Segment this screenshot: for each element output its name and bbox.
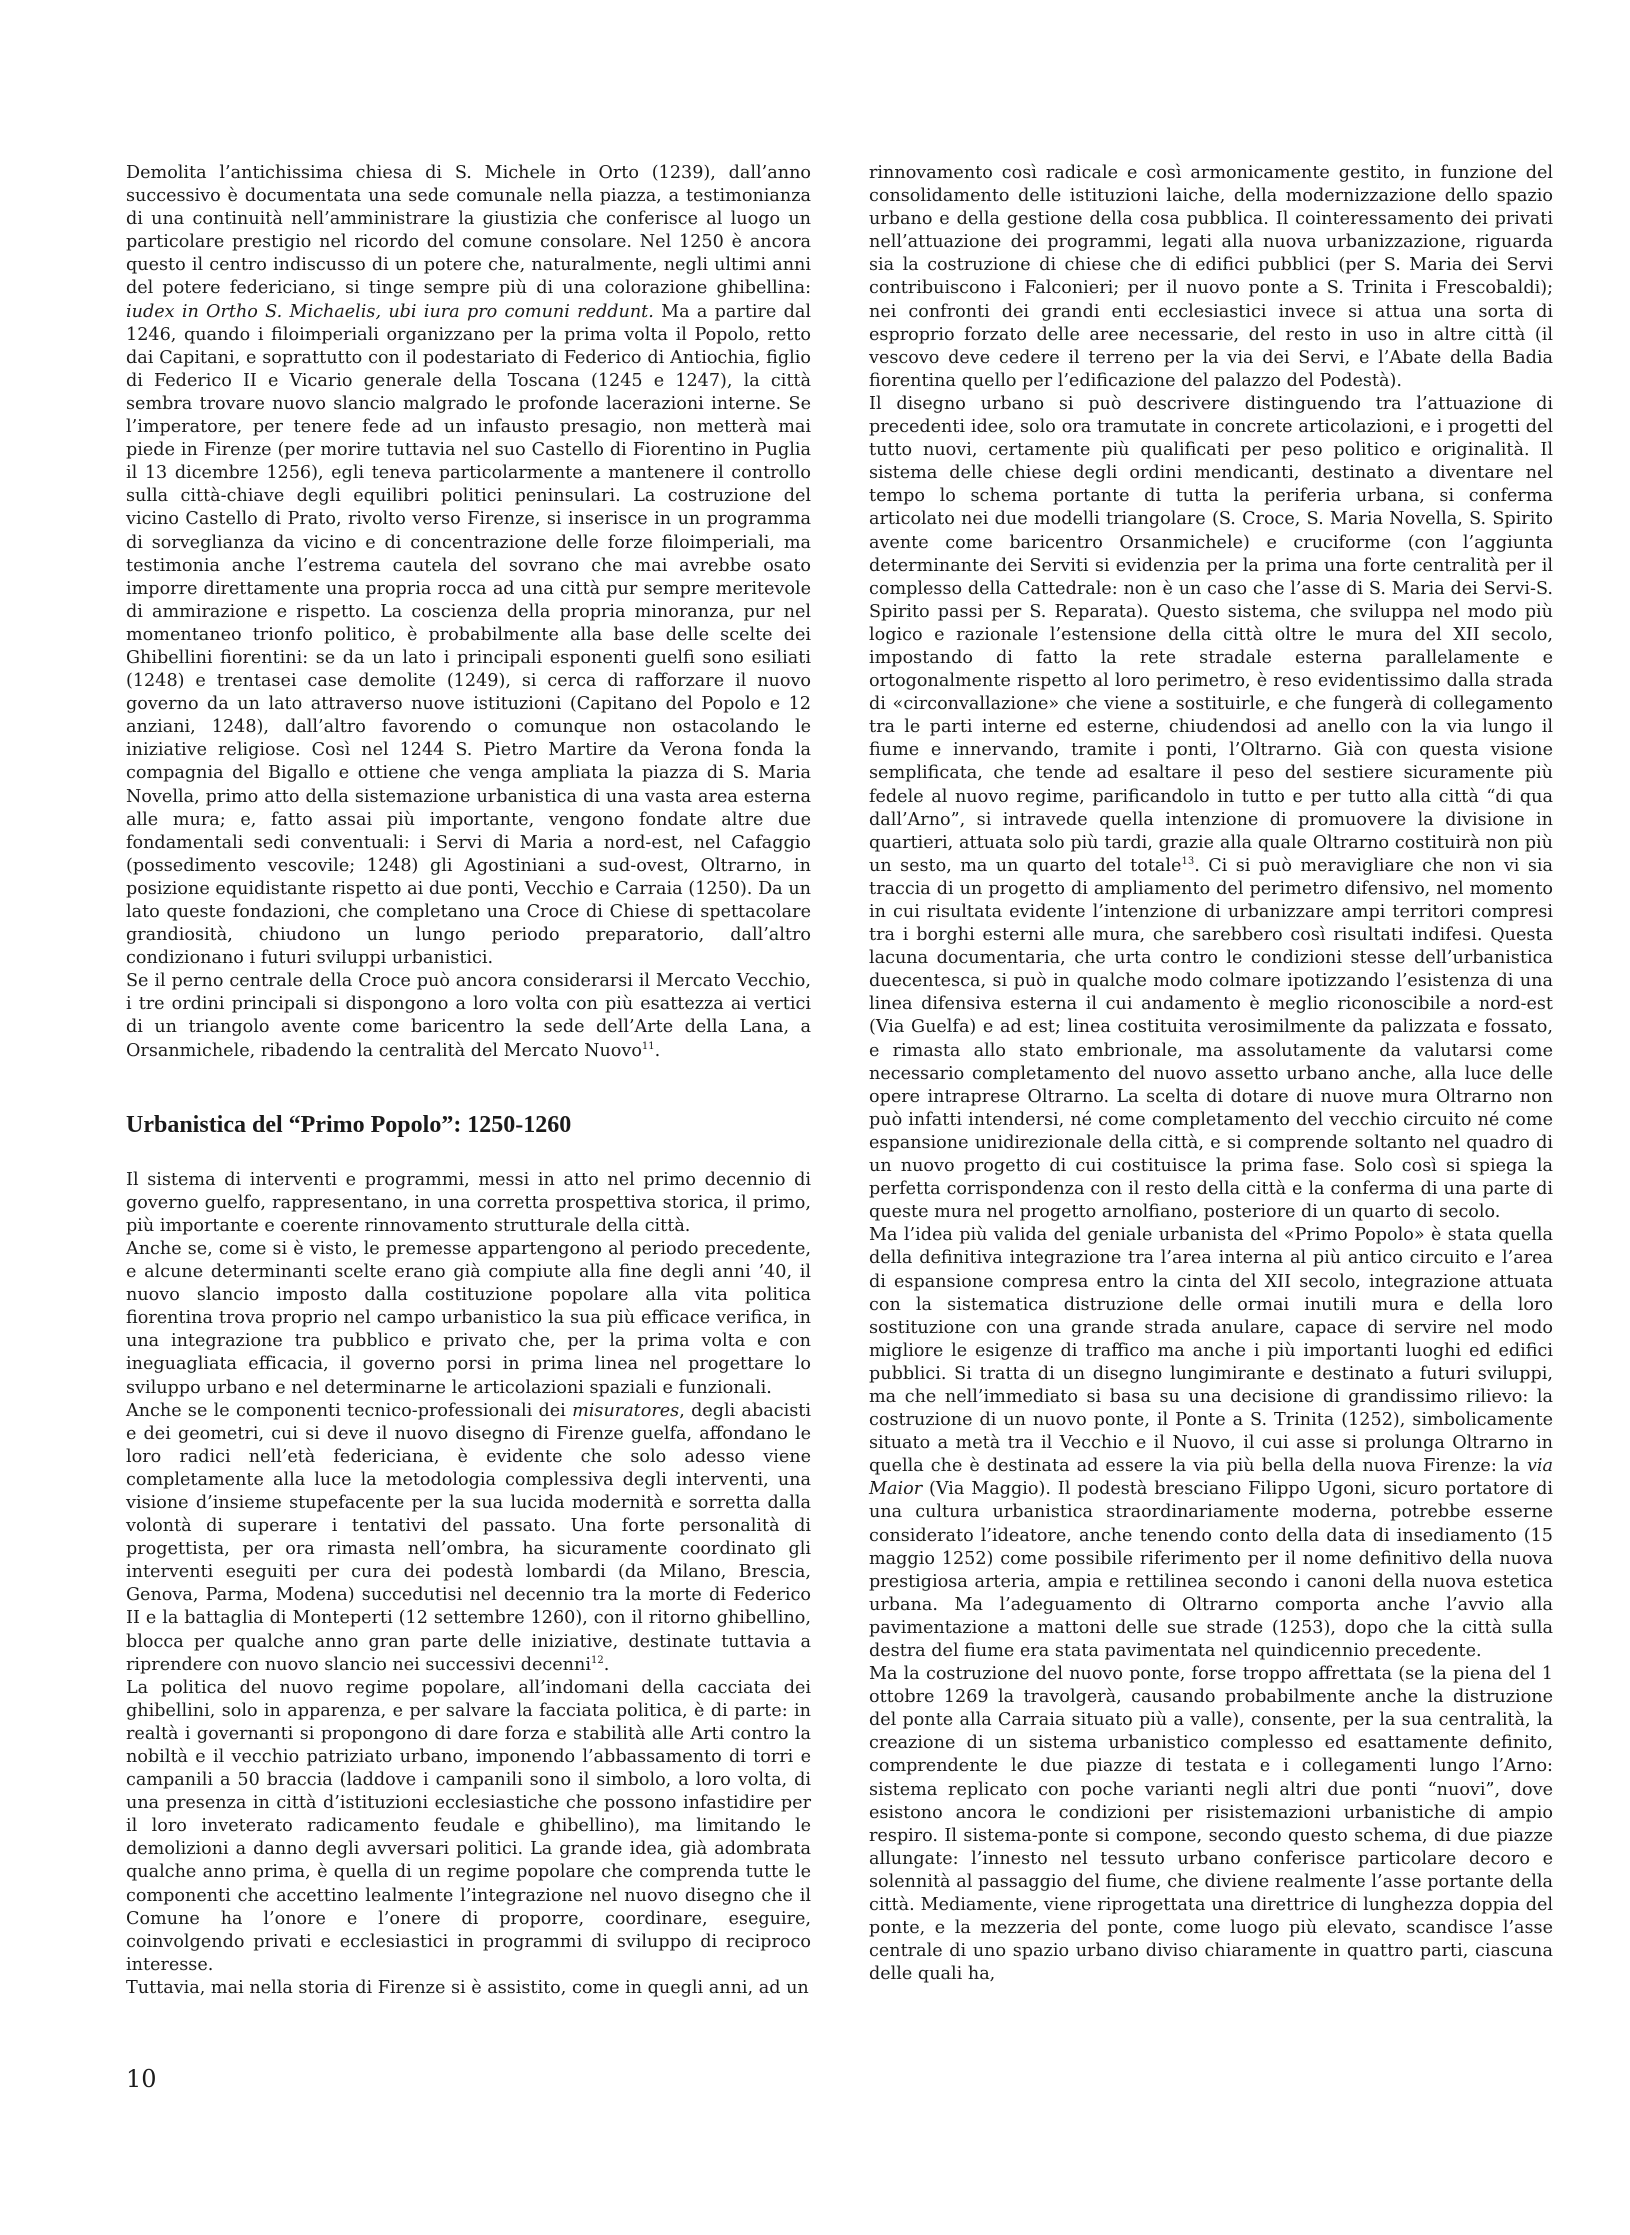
left-paragraph-2: Se il perno centrale della Croce può ancora considerarsi il Mercato Vecchio, i tre ordini principali si dispongono a loro volta con più esattezza ai vertici di un triangolo avente come baricentro la sede dell’Arte della Lana, a Orsanmichele, ribadendo la centralità del Mercato Nuovo$^{11}$. [126,971,811,1061]
left-column [126,162,811,2000]
footnote-ref-13: 13 [1181,855,1195,867]
right-paragraph-3: Ma l’idea più valida del geniale urbanista del «Primo Popolo» è stata quella della definitiva integrazione tra l’area interna al più antico circuito e l’area di espansione compresa entro la cinta del XII secolo, integrazione attuata con la sistematica distruzione delle ormai inutili mura e della loro sostituzione con una grande strada anulare, capace di servire nel modo migliore le esigenze di traffico ma anche i più importanti luoghi ed edifici pubblici. Si tratta di un disegno lungimirante e destinato a futuri sviluppi, ma che nell’immediato si basa su una decisione di grandissimo rilievo: la costruzione di un nuovo ponte, il Ponte a S. Trinita (1252), simbolicamente situato a metà tra il Vecchio e il Nuovo, il cui asse si prolunga Oltrarno in quella che è destinata ad essere la via più bella della nuova Firenze: la via Maior (Via Maggio). Il podestà bresciano Filippo Ugoni, sicuro portatore di una cultura urbanistica straordinariamente moderna, potrebbe esserne considerato l’ideatore, anche tenendo conto della data di insediamento (15 maggio 1252) come possibile riferimento per il nome definitivo della nuova prestigiosa arteria, ampia e rettilinea secondo i canoni della nuova estetica urbana. Ma l’adeguamento di Oltrarno comporta anche l’avvio alla pavimentazione a mattoni delle sue strade (1253), dopo che la città sulla destra del fiume era stata pavimentata nel quindicennio precedente. [869,1225,1553,1661]
right-paragraph-1: rinnovamento così radicale e così armonicamente gestito, in funzione del consolidamento delle istituzioni laiche, della modernizzazione dello spazio urbano e della gestione della cosa pubblica. Il cointeressamento dei privati nell’attuazione dei programmi, legati alla nuova urbanizzazione, riguarda sia la costruzione di chiese che di edifici pubblici (per S. Maria dei Servi contribuiscono i Falconieri; per il nuovo ponte a S. Trinita i Frescobaldi); nei confronti dei grandi enti ecclesiastici invece si attua una sorta di esproprio forzato delle aree necessarie, del resto in uso in altre città (il vescovo deve cedere il terreno per la via dei Servi, e l’Abate della Badia fiorentina quello per l’edificazione del palazzo del Podestà). [869,163,1553,391]
right-paragraph-4: Ma la costruzione del nuovo ponte, forse troppo affrettata (se la piena del 1 ottobre 1269 la travolgerà, causando probabilmente anche la distruzione del ponte alla Carraia situato più a valle), consente, per la sua centralità, la creazione di un sistema urbanistico complesso ed esattamente definito, comprendente le due piazze di testata e i collegamenti lungo l’Arno: sistema replicato con poche varianti negli altri due ponti “nuovi”, dove esistono ancora le condizioni per risistemazioni urbanistiche di ampio respiro. Il sistema-ponte si compone, secondo questo schema, di due piazze allungate: l’innesto nel tessuto urbano conferisce particolare decoro e solennità al passaggio del fiume, che diviene realmente l’asse portante della città. Mediamente, viene riprogettata una direttrice di lunghezza doppia del ponte, e la mezzeria del ponte, come luogo più elevato, scandisce l’asse centrale di uno spazio urbano diviso chiaramente in quattro parti, ciascuna delle quali ha, [869,1664,1553,1985]
italic-term: via Maior [869,1456,1553,1500]
section-heading: Urbanistica del “Primo Popolo”: 1250-1260 [126,1111,572,1138]
right-paragraph-2: Il disegno urbano si può descrivere distinguendo tra l’attuazione di precedenti idee, solo ora tramutate in concrete articolazioni, e i progetti del tutto nuovi, certamente più qualificati per peso politico e originalità. Il sistema delle chiese degli ordini mendicanti, destinato a diventare nel tempo lo schema portante di tutta la periferia urbana, si conferma articolato nei due modelli triangolare (S. Croce, S. Maria Novella, S. Spirito avente come baricentro Orsanmichele) e cruciforme (con l’aggiunta determinante dei Serviti si evidenzia per la prima una forte centralità per il complesso della Cattedrale: non è un caso che l’asse di S. Maria dei Servi-S. Spirito passi per S. Reparata). Questo sistema, che sviluppa nel modo più logico e razionale l’estensione della città oltre le mura del XII secolo, impostando di fatto la rete stradale esterna parallelamente e ortogonalmente rispetto al loro perimetro, è reso evidentissimo dalla strada di «circonvallazione» che viene a sostituirle, e che fungerà di collegamento tra le parti interne ed esterne, chiudendosi ad anello con la via lungo il fiume e innervando, tramite i ponti, l’Oltrarno. Già con questa visione semplificata, che tende ad esaltare il peso del sestiere sicuramente più fedele al nuovo regime, parificandolo in tutto e per tutto alla città “di qua dall’Arno”, si intravede quella intenzione di promuovere la divisione in quartieri, attuata solo più tardi, grazie alla quale Oltrarno costituirà non più un sesto, ma un quarto del totale$^{13}$. Ci si può meravigliare che non vi sia traccia di un progetto di ampliamento del perimetro difensivo, nel momento in cui risultata evidente l’intenzione di urbanizzare ampi territori compresi tra i borghi esterni alle mura, che sarebbero così risultati indifesi. Questa lacuna documentaria, che urta contro le condizioni stesse dell’urbanistica duecentesca, si può in qualche modo colmare ipotizzando l’esistenza di una linea difensiva esterna il cui andamento è meglio riconoscibile a nord-est (Via Guelfa) e ad est; linea costituita verosimilmente da palizzata e fossato, e rimasta allo stato embrionale, ma assolutamente da valutarsi come necessario completamento del nuovo assetto urbano anche, alla luce delle opere intraprese Oltrarno. La scelta di dotare di nuove mura Oltrarno non può infatti intendersi, né come completamento del vecchio circuito né come espansione unidirezionale della città, e si comprende soltanto nel quadro di un nuovo progetto di cui costituisce la prima fase. Solo così si spiega la perfetta corrispondenza con il resto della città e la conferma di una parte di queste mura nel progetto arnolfiano, posteriore di un quarto di secolo. [869,393,1553,1223]
italic-term: misuratores [572,1400,680,1421]
left-paragraph-3: Il sistema di interventi e programmi, messi in atto nel primo decennio di governo guelfo, rappresentano, in una corretta prospettiva storica, il primo, più importante e coerente rinnovamento strutturale della città. [126,1169,811,1236]
footnote-ref-12: 12 [590,1654,604,1666]
left-paragraph-1: Demolita l’antichissima chiesa di S. Michele in Orto (1239), dall’anno successivo è documentata una sede comunale nella piazza, a testimonianza di una continuità nell’amministrare la giustizia che conferisce al luogo un particolare prestigio nel ricordo del comune consolare. Nel 1250 è ancora questo il centro indiscusso di un potere che, naturalmente, negli ultimi anni del potere federiciano, si tinge sempre più di una colorazione ghibellina: iudex in Ortho S. Michaelis, ubi iura pro comuni reddunt. Ma a partire dal 1246, quando i filoimperiali organizzano per la prima volta il Popolo, retto dai Capitani, e soprattutto con il podestariato di Federico di Antiochia, figlio di Federico II e Vicario generale della Toscana (1245 e 1247), la città sembra trovare nuovo slancio malgrado le profonde lacerazioni interne. Se l’imperatore, per tenere fede ad un infausto presagio, non metterà mai piede in Firenze (per morire tuttavia nel suo Castello di Fiorentino in Puglia il 13 dicembre 1256), egli teneva particolarmente a mantenere il controllo sulla città-chiave degli equilibri politici peninsulari. La costruzione del vicino Castello di Prato, rivolto verso Firenze, si inserisce in un programma di sorveglianza da vicino e di concentrazione delle forze filoimperiali, ma testimonia anche l’estrema cautela del sovrano che mai avrebbe osato imporre direttamente una propria rocca ad una città pur sempre meritevole di ammirazione e rispetto. La coscienza della propria minoranza, pur nel momentaneo trionfo politico, è probabilmente alla base delle scelte dei Ghibellini fiorentini: se da un lato i principali esponenti guelfi sono esiliati (1248) e trentasei case demolite (1249), si cerca di rafforzare il nuovo governo da un lato attraverso nuove istituzioni (Capitano del Popolo e 12 anziani, 1248), dall’altro favorendo o comunque non ostacolando le iniziative religiose. Così nel 1244 S. Pietro Martire da Verona fonda la compagnia del Bigallo e ottiene che venga ampliata la piazza di S. Maria Novella, primo atto della sistemazione urbanistica di una vasta area esterna alle mura; e, fatto assai più importante, vengono fondate altre due fondamentali sedi conventuali: i Servi di Maria a nord-est, nel Cafaggio (possedimento vescovile; 1248) gli Agostiniani a sud-ovest, Oltrarno, in posizione equidistante rispetto ai due ponti, Vecchio e Carraia (1250). Da un lato queste fondazioni, che completano una Croce di Chiese di spettacolare grandiosità, chiudono un lungo periodo preparatorio, dall’altro condizionano i futuri sviluppi urbanistici. [126,163,811,969]
latin-quote: iudex in Ortho S. Michaelis, ubi iura pro comuni reddunt. [126,301,654,322]
page-number: 10 [126,2065,157,2093]
footnote-ref-11: 11 [641,1040,655,1052]
left-paragraph-5: Anche se le componenti tecnico-professionali dei misuratores, degli abacisti e dei geometri, cui si deve il nuovo disegno di Firenze guelfa, affondano le loro radici nell’età federiciana, è evidente che solo adesso viene completamente alla luce la metodologia complessiva degli interventi, una visione d’insieme stupefacente per la sua lucida modernità e sorretta dalla volontà di superare i tentativi del passato. Una forte personalità di progettista, per ora rimasta nell’ombra, ha sicuramente coordinato gli interventi eseguiti per cura dei podestà lombardi (da Milano, Brescia, Genova, Parma, Modena) succedutisi nel decennio tra la morte di Federico II e la battaglia di Monteperti (12 settembre 1260), con il ritorno ghibellino, blocca per qualche anno gran parte delle iniziative, destinate tuttavia a riprendere con nuovo slancio nei successivi decenni$^{12}$. [126,1400,812,1675]
left-paragraph-7: Tuttavia, mai nella storia di Firenze si è assistito, come in quegli anni, ad un [126,1977,809,1998]
left-paragraph-6: La politica del nuovo regime popolare, all’indomani della cacciata dei ghibellini, solo in apparenza, e per salvare la facciata politica, è di parte: in realtà i governanti si propongono di dare forza e stabilità alle Arti contro la nobiltà e il vecchio patriziato urbano, imponendo l’abbassamento di torri e campanili a 50 braccia (laddove i campanili sono il simbolo, a loro volta, di una presenza in città d’istituzioni ecclesiastiche che possono infastidire per il loro inveterato radicamento feudale e ghibellino), ma limitando le demolizioni a danno degli avversari politici. La grande idea, già adombrata qualche anno prima, è quella di un regime popolare che comprenda tutte le componenti che accettino lealmente l’integrazione nel nuovo disegno che il Comune ha l’onore e l’onere di proporre, coordinare, eseguire, coinvolgendo privati e ecclesiastici in programmi di sviluppo di reciproco interesse. [126,1677,811,1975]
right-column [869,162,1553,1986]
left-paragraph-4: Anche se, come si è visto, le premesse appartengono al periodo precedente, e alcune determinanti scelte erano già compiute alla fine degli anni ’40, il nuovo slancio imposto dalla costituzione popolare alla vita politica fiorentina trova proprio nel campo urbanistico la sua più efficace verifica, in una integrazione tra pubblico e privato che, per la prima volta e con ineguagliata efficacia, il governo porsi in prima linea nel progettare lo sviluppo urbano e nel determinarne le articolazioni spaziali e funzionali. [126,1238,811,1398]
